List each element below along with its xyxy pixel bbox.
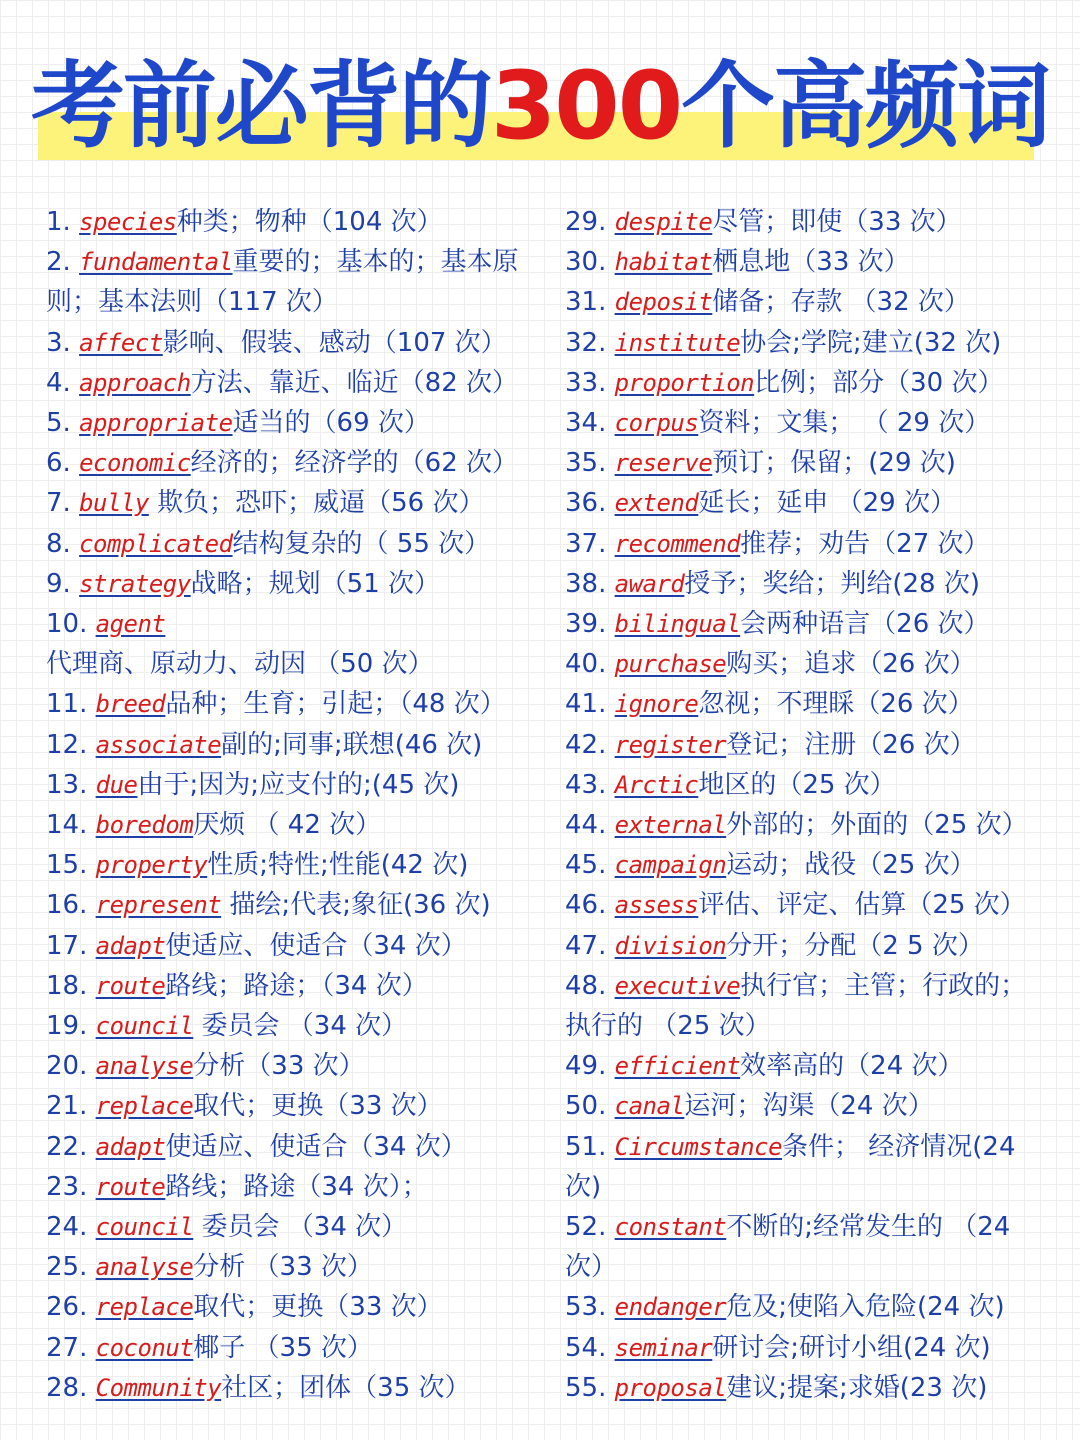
entry-definition: 比例；部分（30 次） [754, 367, 1004, 398]
entry-definition: 路线；路途（34 次）； [165, 1171, 428, 1202]
vocab-entry [565, 282, 1045, 322]
entry-word: council [95, 1213, 194, 1242]
vocab-entry [46, 483, 540, 523]
entry-word: extend [614, 489, 699, 518]
entry-number: 51. [565, 1131, 615, 1162]
entry-definition: 外部的；外面的（25 次） [726, 810, 1028, 841]
vocab-entry [565, 684, 1045, 724]
entry-word: analyse [95, 1052, 194, 1081]
entry-word: endanger [614, 1293, 727, 1322]
entry-number: 15. [46, 850, 96, 881]
entry-number: 53. [565, 1292, 615, 1323]
entry-word: boredom [95, 811, 194, 840]
vocab-entry [565, 483, 1045, 523]
entry-word: campaign [614, 851, 727, 880]
entry-word: approach [79, 368, 191, 397]
entry-number: 43. [565, 769, 615, 800]
entry-definition: 授予；奖给；判给(28 次) [684, 568, 981, 599]
entry-word: breed [95, 690, 166, 719]
vocab-entry [565, 765, 1045, 805]
entry-word: species [79, 208, 177, 236]
vocab-entry [46, 202, 540, 242]
entry-definition: 资料；文集； （ 29 次） [698, 408, 991, 439]
entry-number: 25. [46, 1252, 96, 1283]
entry-definition: 栖息地（33 次） [712, 247, 910, 278]
entry-number: 23. [46, 1171, 96, 1202]
entry-definition: 委员会 （34 次） [193, 1212, 408, 1243]
entry-number: 1. [46, 207, 80, 237]
entry-definition: 条件； 经济情况(24 次) [565, 1131, 1024, 1202]
vocab-entry [46, 323, 540, 363]
entry-word: division [614, 931, 727, 960]
entry-word: Community [95, 1373, 222, 1402]
vocab-entry [46, 926, 540, 966]
right-column [565, 202, 1045, 1408]
entry-word: habitat [614, 248, 713, 277]
entry-definition: 战略；规划（51 次） [190, 568, 441, 599]
vocab-entry [565, 966, 1045, 1046]
vocab-entry [46, 443, 540, 483]
entry-definition: 执行官；主管；行政的；执行的 （25 次） [565, 970, 1027, 1042]
entry-number: 45. [565, 850, 615, 881]
entry-word: proposal [614, 1373, 727, 1402]
entry-word: replace [95, 1293, 194, 1322]
vocab-entry [565, 1328, 1045, 1368]
entry-word: recommend [614, 529, 741, 558]
entry-word: associate [95, 730, 222, 759]
entry-word: seminar [614, 1333, 713, 1362]
entry-word: constant [614, 1213, 727, 1242]
entry-definition: 影响、假装、感动（107 次） [162, 327, 507, 358]
entry-number: 10. [46, 609, 96, 640]
entry-number: 7. [46, 488, 80, 519]
entry-number: 32. [565, 327, 615, 358]
entry-number: 36. [565, 488, 615, 519]
entry-definition: 忽视；不理睬（26 次） [698, 689, 974, 720]
entry-definition: 研讨会;研讨小组(24 次) [712, 1332, 991, 1363]
entry-number: 42. [565, 729, 615, 760]
entry-definition: 评估、评定、估算（25 次） [698, 890, 1026, 921]
vocab-entry [565, 443, 1045, 483]
entry-number: 27. [46, 1332, 96, 1363]
entry-number: 50. [565, 1091, 615, 1122]
entry-definition: 厌烦 （ 42 次） [193, 810, 382, 841]
entry-definition: 由于;因为;应支付的;(45 次) [137, 769, 460, 800]
entry-definition: 方法、靠近、临近（82 次） [190, 367, 519, 398]
entry-word: canal [614, 1092, 685, 1121]
vocab-entry [565, 1368, 1045, 1408]
entry-word: council [95, 1012, 194, 1041]
entry-word: assess [614, 891, 699, 920]
vocab-entry [46, 1046, 540, 1086]
entry-number: 37. [565, 528, 615, 559]
entry-word: route [95, 1172, 166, 1201]
entry-number: 4. [46, 367, 80, 398]
vocab-entry [565, 202, 1045, 242]
vocab-entry [46, 684, 540, 724]
entry-definition: 代理商、原动力、动因 （50 次） [46, 649, 434, 680]
entry-number: 20. [46, 1051, 96, 1082]
entry-word: proportion [614, 368, 755, 397]
vocab-entry [46, 1368, 540, 1408]
vocab-entry [46, 1247, 540, 1287]
entry-definition: 分开；分配（2 5 次） [726, 930, 984, 961]
entry-number: 30. [565, 247, 615, 278]
entry-definition: 社区；团体（35 次） [221, 1372, 471, 1403]
entry-definition: 会两种语言（26 次） [740, 609, 990, 640]
entry-number: 33. [565, 367, 615, 398]
entry-number: 40. [565, 649, 615, 680]
entry-definition: 分析 （33 次） [193, 1252, 373, 1283]
entry-word: analyse [95, 1253, 194, 1282]
entry-definition: 欺负；恐吓；威逼（56 次） [148, 488, 485, 519]
entry-number: 34. [565, 408, 615, 439]
entry-definition: 购买；追求（26 次） [726, 649, 976, 680]
entry-definition: 适当的（69 次） [232, 408, 430, 439]
vocab-entry [46, 1006, 540, 1046]
entry-definition: 结构复杂的（ 55 次） [232, 528, 491, 559]
vocab-entry [565, 1127, 1045, 1207]
entry-definition: 延长；延申 （29 次） [698, 488, 956, 519]
entry-definition: 使适应、使适合（34 次） [165, 930, 467, 961]
vocab-entry [565, 1287, 1045, 1327]
entry-definition: 副的;同事;联想(46 次) [221, 729, 483, 760]
entry-word: represent [95, 891, 222, 920]
entry-definition: 效率高的（24 次） [740, 1051, 964, 1082]
vocab-entry [565, 1086, 1045, 1126]
vocab-entry [46, 1328, 540, 1368]
entry-word: bully [79, 489, 149, 518]
entry-number: 6. [46, 448, 80, 479]
vocab-entry [46, 1287, 540, 1327]
vocab-entry [46, 403, 540, 443]
entry-word: appropriate [79, 409, 233, 438]
vocab-entry [565, 805, 1045, 845]
entry-definition: 品种；生育；引起；（48 次） [165, 689, 506, 720]
entry-definition: 性质;特性;性能(42 次) [207, 850, 469, 881]
entry-word: corpus [614, 409, 699, 438]
entry-word: deposit [614, 288, 713, 317]
entry-definition: 运河；沟渠（24 次） [684, 1091, 934, 1122]
entry-definition: 协会;学院;建立(32 次) [740, 327, 1002, 358]
vocab-entry [46, 564, 540, 604]
vocab-entry [565, 363, 1045, 403]
entry-word: fundamental [79, 248, 233, 277]
entry-number: 29. [565, 207, 615, 237]
vocab-entry [565, 885, 1045, 925]
vocab-entry [565, 524, 1045, 564]
vocab-entry [46, 363, 540, 403]
entry-word: efficient [614, 1052, 741, 1081]
vocab-entry [565, 1207, 1045, 1287]
vocab-entry [46, 1207, 540, 1247]
vocab-entry [46, 1167, 540, 1207]
entry-word: register [614, 730, 727, 759]
entry-word: affect [79, 328, 163, 357]
entry-definition: 重要的；基本的；基本原则；基本法则（117 次） [46, 247, 519, 318]
entry-number: 26. [46, 1292, 96, 1323]
entry-number: 19. [46, 1011, 96, 1042]
title-number: 300 [490, 52, 682, 161]
entry-word: despite [614, 208, 713, 236]
entry-definition: 种类；物种（104 次） [176, 207, 443, 237]
entry-word: coconut [95, 1333, 194, 1362]
title-part-1: 考前必背的 [30, 52, 491, 161]
vocab-entry [46, 604, 540, 684]
vocab-entry [565, 403, 1045, 443]
entry-definition: 取代；更换（33 次） [193, 1091, 443, 1122]
vocab-entry [46, 885, 540, 925]
entry-definition: 取代；更换（33 次） [193, 1292, 443, 1323]
entry-definition: 不断的;经常发生的 （24 次） [565, 1212, 1019, 1283]
entry-word: adapt [95, 1132, 166, 1161]
entry-number: 49. [565, 1051, 615, 1082]
entry-definition: 登记；注册（26 次） [726, 729, 976, 760]
entry-word: bilingual [614, 610, 741, 639]
vocab-entry [565, 644, 1045, 684]
entry-word: strategy [79, 569, 191, 598]
entry-number: 18. [46, 970, 96, 1001]
entry-definition: 委员会 （34 次） [193, 1011, 408, 1042]
entry-definition: 危及;使陷入危险(24 次) [726, 1292, 1005, 1323]
entry-definition: 描绘;代表;象征(36 次) [221, 890, 491, 921]
entry-word: reserve [614, 449, 713, 478]
entry-word: Arctic [614, 770, 699, 799]
vocab-entry [565, 564, 1045, 604]
entry-definition: 建议;提案;求婚(23 次) [726, 1372, 988, 1403]
entry-number: 55. [565, 1372, 615, 1403]
vocab-entry [565, 242, 1045, 282]
entry-number: 48. [565, 970, 615, 1001]
entry-word: external [614, 811, 727, 840]
entry-number: 35. [565, 448, 615, 479]
title-part-3: 个高频词 [681, 52, 1050, 161]
entry-definition: 推荐；劝告（27 次） [740, 528, 990, 559]
entry-number: 21. [46, 1091, 96, 1122]
vocab-entry [565, 1046, 1045, 1086]
left-column [46, 202, 540, 1408]
vocab-entry [46, 725, 540, 765]
vocab-entry [46, 1086, 540, 1126]
page-title [0, 48, 1080, 166]
vocab-entry [46, 845, 540, 885]
entry-word: institute [614, 328, 741, 357]
entry-number: 38. [565, 568, 615, 599]
entry-number: 17. [46, 930, 96, 961]
entry-definition: 尽管；即使（33 次） [712, 207, 962, 237]
entry-number: 24. [46, 1212, 96, 1243]
title-area [0, 48, 1080, 168]
entry-number: 11. [46, 689, 96, 720]
vocab-entry [46, 966, 540, 1006]
entry-word: Circumstance [614, 1132, 783, 1161]
vocab-entry [565, 604, 1045, 644]
vocab-entry [46, 524, 540, 564]
entry-number: 44. [565, 810, 615, 841]
vocab-entry [565, 845, 1045, 885]
entry-definition: 使适应、使适合（34 次） [165, 1131, 467, 1162]
entry-number: 39. [565, 609, 615, 640]
entry-number: 46. [565, 890, 615, 921]
entry-word: property [95, 851, 208, 880]
entry-number: 16. [46, 890, 96, 921]
vocab-entry [565, 323, 1045, 363]
entry-number: 31. [565, 287, 615, 318]
entry-number: 8. [46, 528, 80, 559]
entry-definition: 地区的（25 次） [698, 769, 896, 800]
entry-word: ignore [614, 690, 699, 719]
entry-word: executive [614, 971, 741, 1000]
entry-word: route [95, 971, 166, 1000]
entry-number: 12. [46, 729, 96, 760]
entry-word: award [614, 569, 685, 598]
entry-definition: 路线；路途；（34 次） [165, 970, 428, 1001]
entry-word: replace [95, 1092, 194, 1121]
entry-number: 54. [565, 1332, 615, 1363]
entry-number: 28. [46, 1372, 96, 1403]
entry-number: 9. [46, 568, 80, 599]
vocab-entry [46, 242, 540, 322]
vocab-entry [46, 765, 540, 805]
vocab-entry [565, 926, 1045, 966]
entry-number: 5. [46, 408, 80, 439]
entry-number: 22. [46, 1131, 96, 1162]
entry-number: 3. [46, 327, 80, 358]
entry-word: purchase [614, 650, 727, 679]
entry-number: 2. [46, 247, 80, 278]
vocab-entry [565, 725, 1045, 765]
entry-number: 47. [565, 930, 615, 961]
vocab-entry [46, 1127, 540, 1167]
entry-definition: 椰子 （35 次） [193, 1332, 373, 1363]
entry-number: 14. [46, 810, 96, 841]
entry-word: agent [95, 610, 166, 639]
entry-definition: 分析（33 次） [193, 1051, 365, 1082]
entry-definition: 预订；保留；(29 次) [712, 448, 956, 479]
entry-word: complicated [79, 529, 233, 558]
entry-number: 41. [565, 689, 615, 720]
entry-word: economic [79, 449, 191, 478]
entry-word: adapt [95, 931, 166, 960]
entry-number: 13. [46, 769, 96, 800]
entry-word: due [95, 770, 138, 799]
entry-definition: 运动；战役（25 次） [726, 850, 976, 881]
entry-definition: 储备；存款 （32 次） [712, 287, 970, 318]
entry-number: 52. [565, 1212, 615, 1243]
vocab-entry [46, 805, 540, 845]
entry-definition: 经济的；经济学的（62 次） [190, 448, 519, 479]
